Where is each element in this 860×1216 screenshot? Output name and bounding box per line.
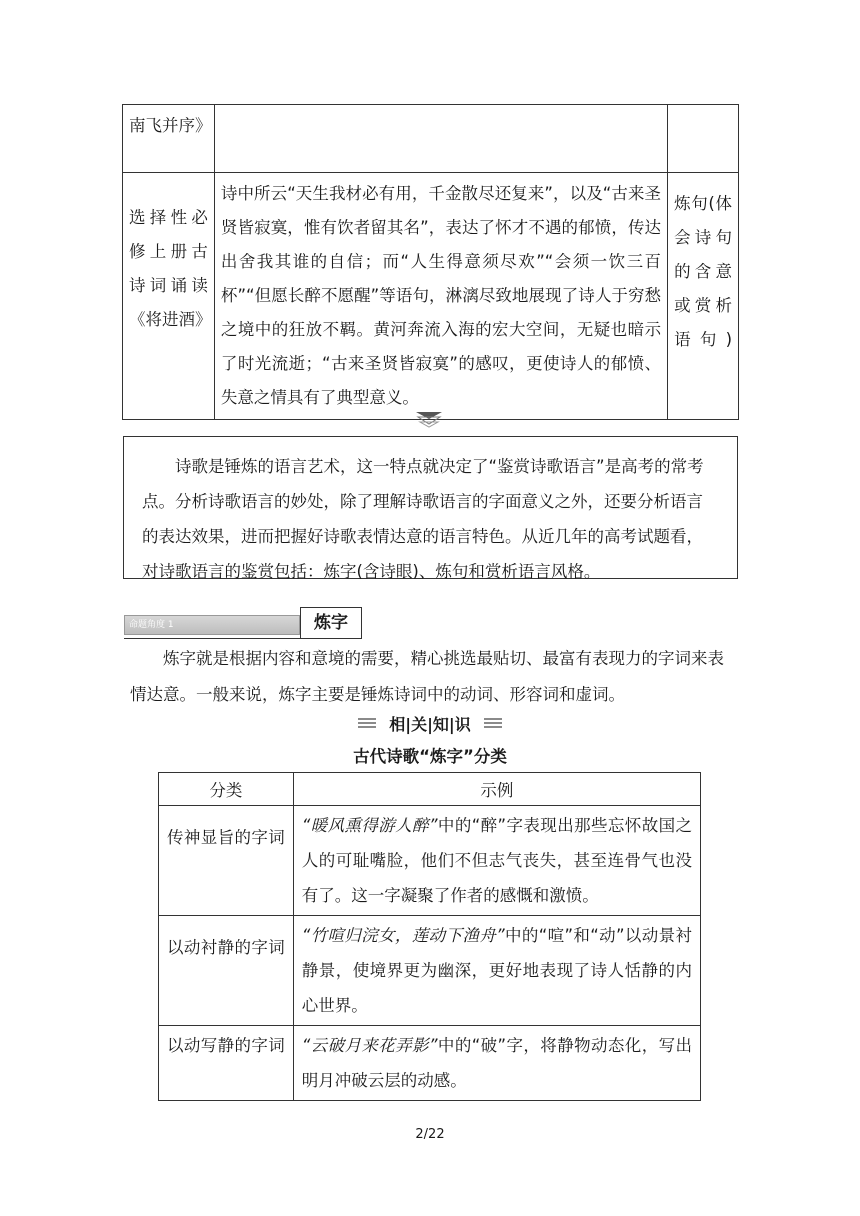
table-header-row — [159, 773, 701, 806]
classification-table — [158, 772, 701, 1101]
category-cell: 以动写静的字词 — [159, 1026, 294, 1101]
example-cell — [293, 1026, 700, 1101]
section-title: 炼字 — [314, 613, 348, 633]
table-cell-skill — [668, 105, 739, 173]
section-title-box — [300, 607, 362, 639]
intro-text-box: 诗歌是锤炼的语言艺术，这一特点就决定了“鉴赏诗歌语言”是高考的常考点。分析诗歌语言的妙处，除了理解诗歌语言的字面意义之外，还要分析语言的表达效果，进而把握好诗歌表情达意的语言特色。从近几年的高考试题看，对诗歌语言的鉴赏包括：炼字(含诗眼)、炼句和赏析语言风格。 — [123, 436, 738, 579]
table-row — [159, 806, 701, 916]
subheading — [330, 710, 530, 736]
page-number: 2/22 — [415, 1127, 445, 1142]
table-cell-content: 诗中所云“天生我材必有用，千金散尽还复来”，以及“古来圣贤皆寂寞，惟有饮者留其名”，表达了怀才不遇的郁愤，传达出舍我其谁的自信；而“人生得意须尽欢”“会须一饮三百杯”“但愿长醉不愿醒”等语句，淋漓尽致地展现了诗人于穷愁之境中的狂放不羁。黄河奔流入海的宏大空间，无疑也暗示了时光流逝；“古来圣贤皆寂寞”的感叹，更使诗人的郁愤、失意之情具有了典型意义。 — [214, 173, 667, 420]
section-tag-label: 命题角度 1 — [129, 620, 174, 630]
table-row — [159, 916, 701, 1026]
example-quote: “云破月来花弄影” — [301, 1036, 438, 1055]
poem-analysis-table — [122, 104, 739, 420]
table-caption: 古代诗歌“炼字”分类 — [353, 747, 507, 766]
example-quote: “暖风熏得游人醉” — [301, 816, 438, 835]
table-row — [123, 173, 739, 420]
chevron-down-icon — [416, 412, 442, 428]
column-header-category: 分类 — [159, 773, 294, 806]
column-header-example: 示例 — [293, 773, 700, 806]
subheading-text: 相|关|知|识 — [389, 715, 471, 734]
table-row — [123, 105, 739, 173]
example-cell — [293, 916, 700, 1026]
table-cell-source: 南飞并序》 — [123, 105, 215, 173]
example-cell — [293, 806, 700, 916]
section-tag-bar — [124, 615, 300, 635]
example-text: 中的“喧”和“动”以动景衬静景，使境界更为幽深，更好地表现了诗人恬静的内心世界。 — [301, 926, 692, 1015]
section-underline — [124, 638, 362, 639]
decorative-lines-left-icon — [358, 717, 376, 729]
table-cell-source: 选择性必修上册古诗词诵读《将进酒》 — [123, 173, 215, 420]
section-paragraph: 炼字就是根据内容和意境的需要，精心挑选最贴切、最富有表现力的字词来表情达意。一般来说，炼字主要是锤炼诗词中的动词、形容词和虚词。 — [130, 649, 724, 704]
table-cell-content — [214, 105, 667, 173]
table-cell-skill: 炼句(体会诗句的含意或赏析语句) — [668, 173, 739, 420]
decorative-lines-right-icon — [484, 717, 502, 729]
table-row — [159, 1026, 701, 1101]
example-text: 中的“破”字，将静物动态化，写出明月冲破云层的动感。 — [301, 1036, 692, 1090]
example-quote: “竹喧归浣女，莲动下渔舟” — [301, 926, 505, 945]
category-cell: 传神显旨的字词 — [159, 806, 294, 916]
example-text: 中的“醉”字表现出那些忘怀故国之人的可耻嘴脸，他们不但志气丧失，甚至连骨气也没有了。这一字凝聚了作者的感慨和激愤。 — [301, 816, 692, 905]
category-cell: 以动衬静的字词 — [159, 916, 294, 1026]
